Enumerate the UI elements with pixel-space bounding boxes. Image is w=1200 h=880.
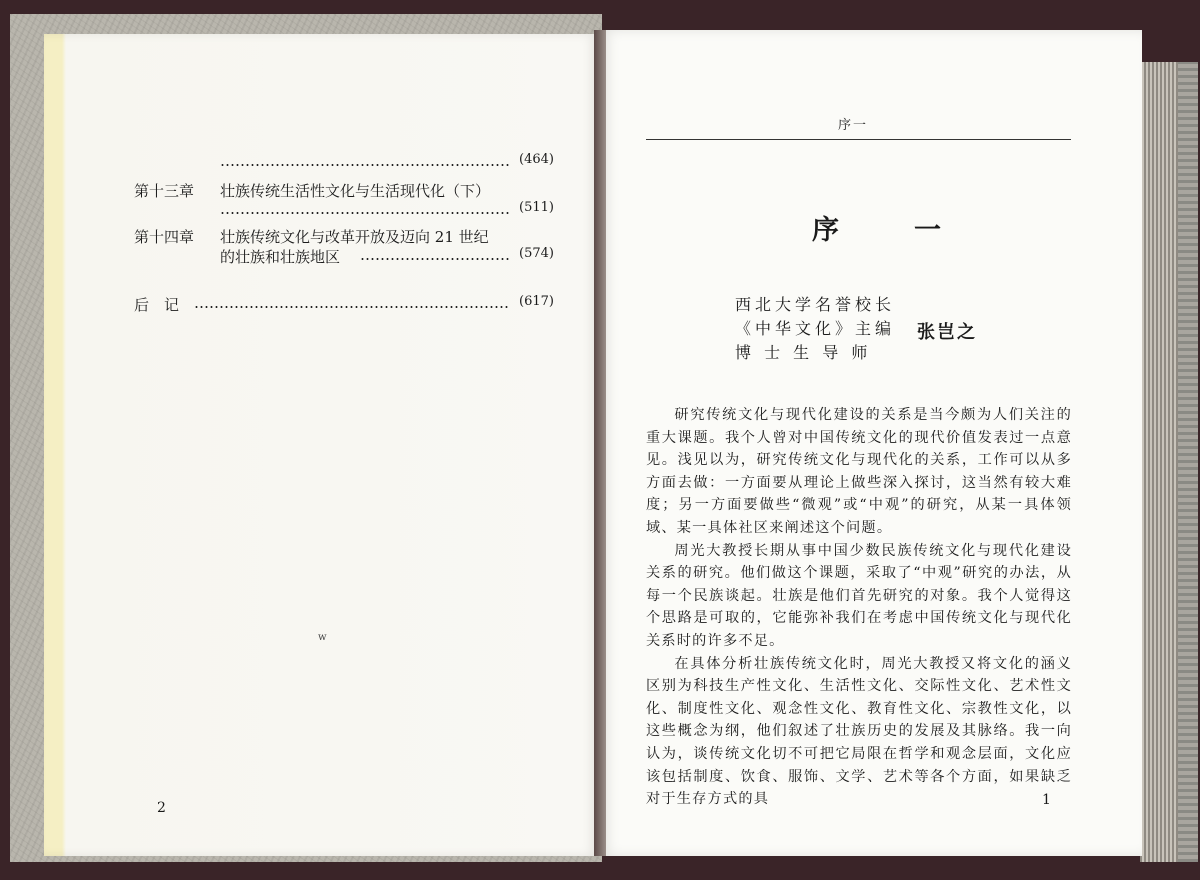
toc-page: (617) bbox=[519, 294, 554, 309]
toc-chapter-title-cont: 的壮族和壮族地区 bbox=[220, 248, 341, 266]
preface-paragraph: 研究传统文化与现代化建设的关系是当今颇为人们关注的重大课题。我个人曾对中国传统文化的现代价值发表过一点意见。浅见以为，研究传统文化与现代化的关系，工作可以从多方面去做：一方面要从理论上做些深入探讨，这当然有较大难度；另一方面要做些“微观”或“中观”的研究，从某一具体领域、某一具体社区来阐述这个问题。 bbox=[646, 407, 1072, 536]
toc-row bbox=[134, 226, 554, 248]
preface-paragraph: 在具体分析壮族传统文化时，周光大教授又将文化的涵义区别为科技生产性文化、生活性文化、交际性文化、艺术性文化、制度性文化、观念性文化、教育性文化、宗教性文化，以这些概念为纲，他们叙述了壮族历史的发展及其脉络。我一向认为，谈传统文化切不可把它局限在哲学和观念层面，文化应该包括制度、饮食、服饰、文学、艺术等各个方面，如果缺乏对于生存方式的具 bbox=[646, 655, 1072, 808]
toc-chapter-label: 第十四章 bbox=[134, 228, 195, 246]
toc-row bbox=[134, 180, 554, 202]
author-credential-line: 博 士 生 导 师 bbox=[735, 343, 872, 362]
author-credential-line: 《中华文化》主编 bbox=[735, 319, 896, 338]
dot-leader bbox=[360, 258, 510, 260]
author-credential-line: 西北大学名誉校长 bbox=[735, 295, 896, 314]
left-page-number: 2 bbox=[157, 800, 166, 816]
dot-leader bbox=[220, 212, 510, 214]
toc-page: (464) bbox=[519, 152, 554, 167]
right-book-cover bbox=[1178, 62, 1198, 862]
running-header: 序一 bbox=[838, 118, 869, 133]
toc-row bbox=[134, 200, 554, 222]
toc-page: (511) bbox=[519, 200, 554, 215]
toc-afterword-label: 后 记 bbox=[134, 296, 180, 314]
toc-chapter-label: 第十三章 bbox=[134, 182, 195, 200]
header-rule bbox=[646, 139, 1071, 140]
preface-body bbox=[646, 404, 1072, 811]
dot-leader bbox=[220, 164, 510, 166]
dot-leader bbox=[194, 306, 510, 308]
print-mark: w bbox=[318, 632, 327, 643]
toc-row bbox=[134, 246, 554, 268]
toc-chapter-title: 壮族传统文化与改革开放及迈向 21 世纪 bbox=[220, 228, 489, 246]
toc-page: (574) bbox=[519, 246, 554, 261]
toc-chapter-title: 壮族传统生活性文化与生活现代化（下） bbox=[220, 182, 491, 200]
author-name: 张岂之 bbox=[917, 322, 977, 343]
toc-row bbox=[134, 294, 554, 316]
right-page-number: 1 bbox=[1042, 792, 1051, 808]
book-spine bbox=[594, 30, 606, 856]
author-credentials bbox=[735, 293, 895, 365]
toc-row bbox=[134, 152, 554, 174]
preface-title: 序 一 bbox=[812, 215, 965, 246]
preface-paragraph: 周光大教授长期从事中国少数民族传统文化与现代化建设关系的研究。他们做这个课题，采取了“中观”研究的办法，从每一个民族谈起。壮族是他们首先研究的对象。我个人觉得这个思路是可取的，它能弥补我们在考虑中国传统文化与现代化关系时的许多不足。 bbox=[646, 542, 1072, 649]
